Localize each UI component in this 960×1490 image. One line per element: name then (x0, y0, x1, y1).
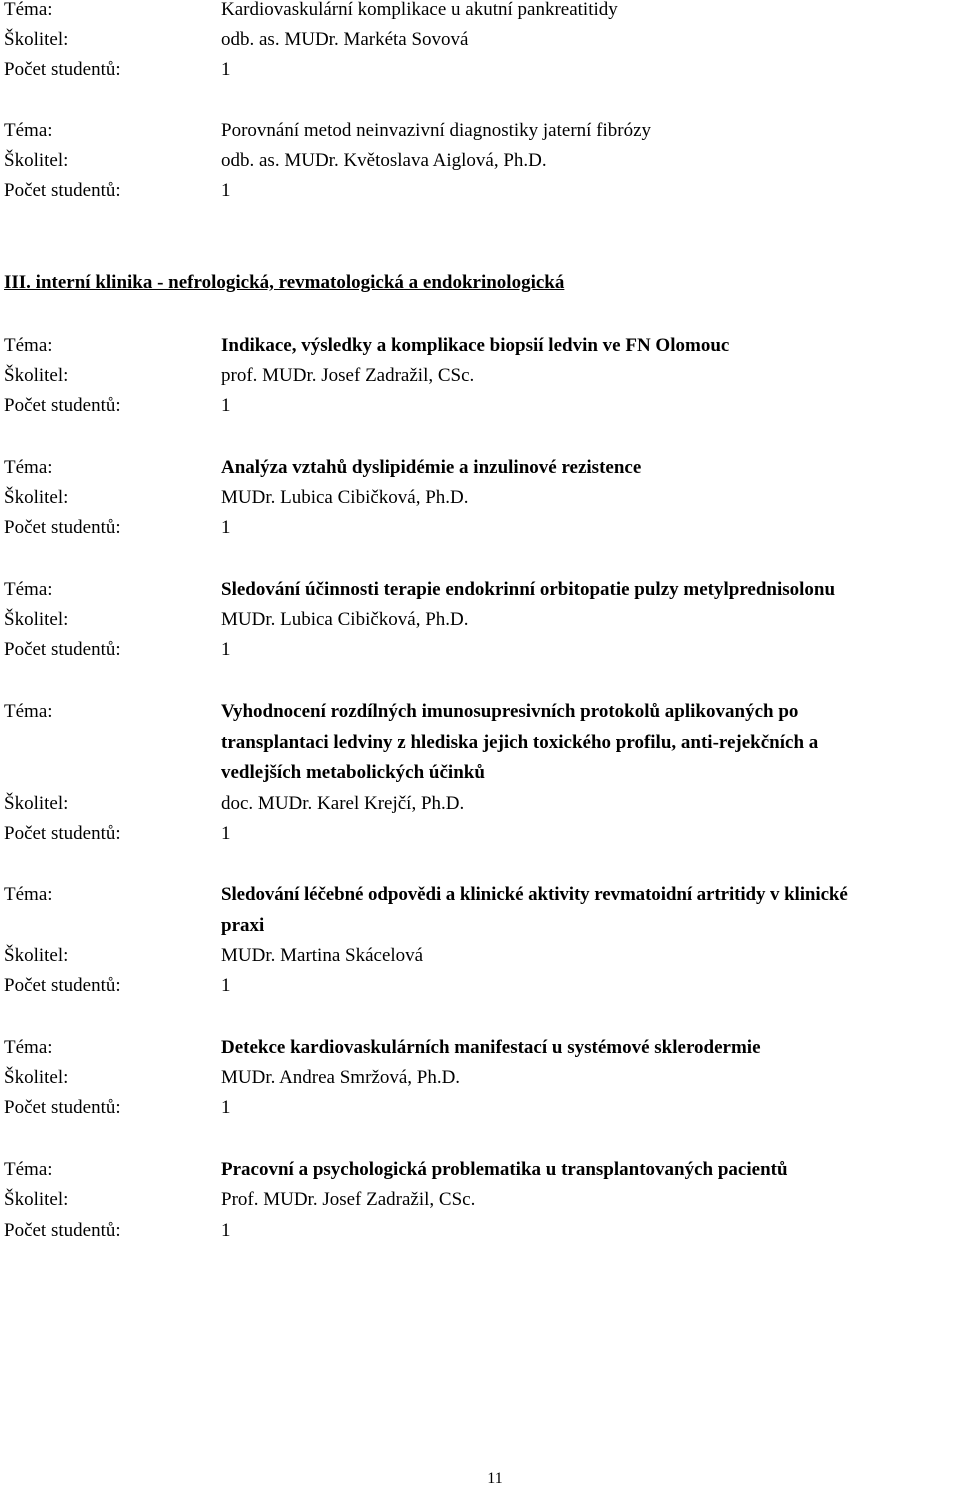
students-count: 1 (221, 395, 231, 416)
supervisor-label: Školitel: (4, 1189, 69, 1210)
topic-title-line-3: vedlejších metabolických účinků (221, 762, 485, 783)
topic-label: Téma: (4, 457, 53, 478)
students-label: Počet studentů: (4, 517, 121, 538)
students-count: 1 (221, 59, 231, 80)
supervisor-name: odb. as. MUDr. Květoslava Aiglová, Ph.D. (221, 150, 547, 171)
supervisor-name: MUDr. Andrea Smržová, Ph.D. (221, 1067, 461, 1088)
students-label: Počet studentů: (4, 1220, 121, 1241)
topic-title: Kardiovaskulární komplikace u akutní pankreatitidy (221, 0, 618, 20)
students-label: Počet studentů: (4, 975, 121, 996)
supervisor-label: Školitel: (4, 1067, 69, 1088)
topic-label: Téma: (4, 335, 53, 356)
supervisor-label: Školitel: (4, 793, 69, 814)
section-heading: III. interní klinika - nefrologická, revmatologická a endokrinologická (4, 272, 565, 293)
supervisor-label: Školitel: (4, 945, 69, 966)
topic-label: Téma: (4, 884, 53, 905)
students-count: 1 (221, 1097, 231, 1118)
topic-label: Téma: (4, 1159, 53, 1180)
topic-title: Detekce kardiovaskulárních manifestací u systémové sklerodermie (221, 1037, 761, 1058)
students-count: 1 (221, 180, 231, 201)
students-label: Počet studentů: (4, 1097, 121, 1118)
topic-label: Téma: (4, 579, 53, 600)
supervisor-label: Školitel: (4, 29, 69, 50)
topic-title: Sledování účinnosti terapie endokrinní orbitopatie pulzy metylprednisolonu (221, 579, 836, 600)
supervisor-name: doc. MUDr. Karel Krejčí, Ph.D. (221, 793, 465, 814)
supervisor-label: Školitel: (4, 609, 69, 630)
topic-label: Téma: (4, 120, 53, 141)
topic-label: Téma: (4, 701, 53, 722)
topic-label: Téma: (4, 1037, 53, 1058)
supervisor-name: MUDr. Lubica Cibičková, Ph.D. (221, 609, 469, 630)
topic-title-line-1: Sledování léčebné odpovědi a klinické aktivity revmatoidní artritidy v klinické (221, 884, 848, 905)
supervisor-label: Školitel: (4, 487, 69, 508)
students-label: Počet studentů: (4, 180, 121, 201)
students-label: Počet studentů: (4, 823, 121, 844)
topic-title: Porovnání metod neinvazivní diagnostiky jaterní fibrózy (221, 120, 652, 141)
students-label: Počet studentů: (4, 59, 121, 80)
topic-title: Pracovní a psychologická problematika u transplantovaných pacientů (221, 1159, 788, 1180)
students-label: Počet studentů: (4, 639, 121, 660)
topic-title-line-1: Vyhodnocení rozdílných imunosupresivních protokolů aplikovaných po (221, 701, 799, 722)
page-number: 11 (487, 1470, 503, 1487)
students-count: 1 (221, 975, 231, 996)
topic-title: Indikace, výsledky a komplikace biopsií ledvin ve FN Olomouc (221, 335, 730, 356)
supervisor-label: Školitel: (4, 150, 69, 171)
supervisor-name: Prof. MUDr. Josef Zadražil, CSc. (221, 1189, 476, 1210)
students-count: 1 (221, 823, 231, 844)
students-count: 1 (221, 1220, 231, 1241)
supervisor-name: odb. as. MUDr. Markéta Sovová (221, 29, 469, 50)
supervisor-name: MUDr. Martina Skácelová (221, 945, 424, 966)
supervisor-name: MUDr. Lubica Cibičková, Ph.D. (221, 487, 469, 508)
students-count: 1 (221, 517, 231, 538)
topic-title-line-2: transplantaci ledviny z hlediska jejich toxického profilu, anti-rejekčních a (221, 732, 819, 753)
supervisor-name: prof. MUDr. Josef Zadražil, CSc. (221, 365, 475, 386)
supervisor-label: Školitel: (4, 365, 69, 386)
topic-label: Téma: (4, 0, 53, 20)
topic-title-line-2: praxi (221, 915, 265, 936)
students-label: Počet studentů: (4, 395, 121, 416)
students-count: 1 (221, 639, 231, 660)
topic-title: Analýza vztahů dyslipidémie a inzulinové rezistence (221, 457, 642, 478)
